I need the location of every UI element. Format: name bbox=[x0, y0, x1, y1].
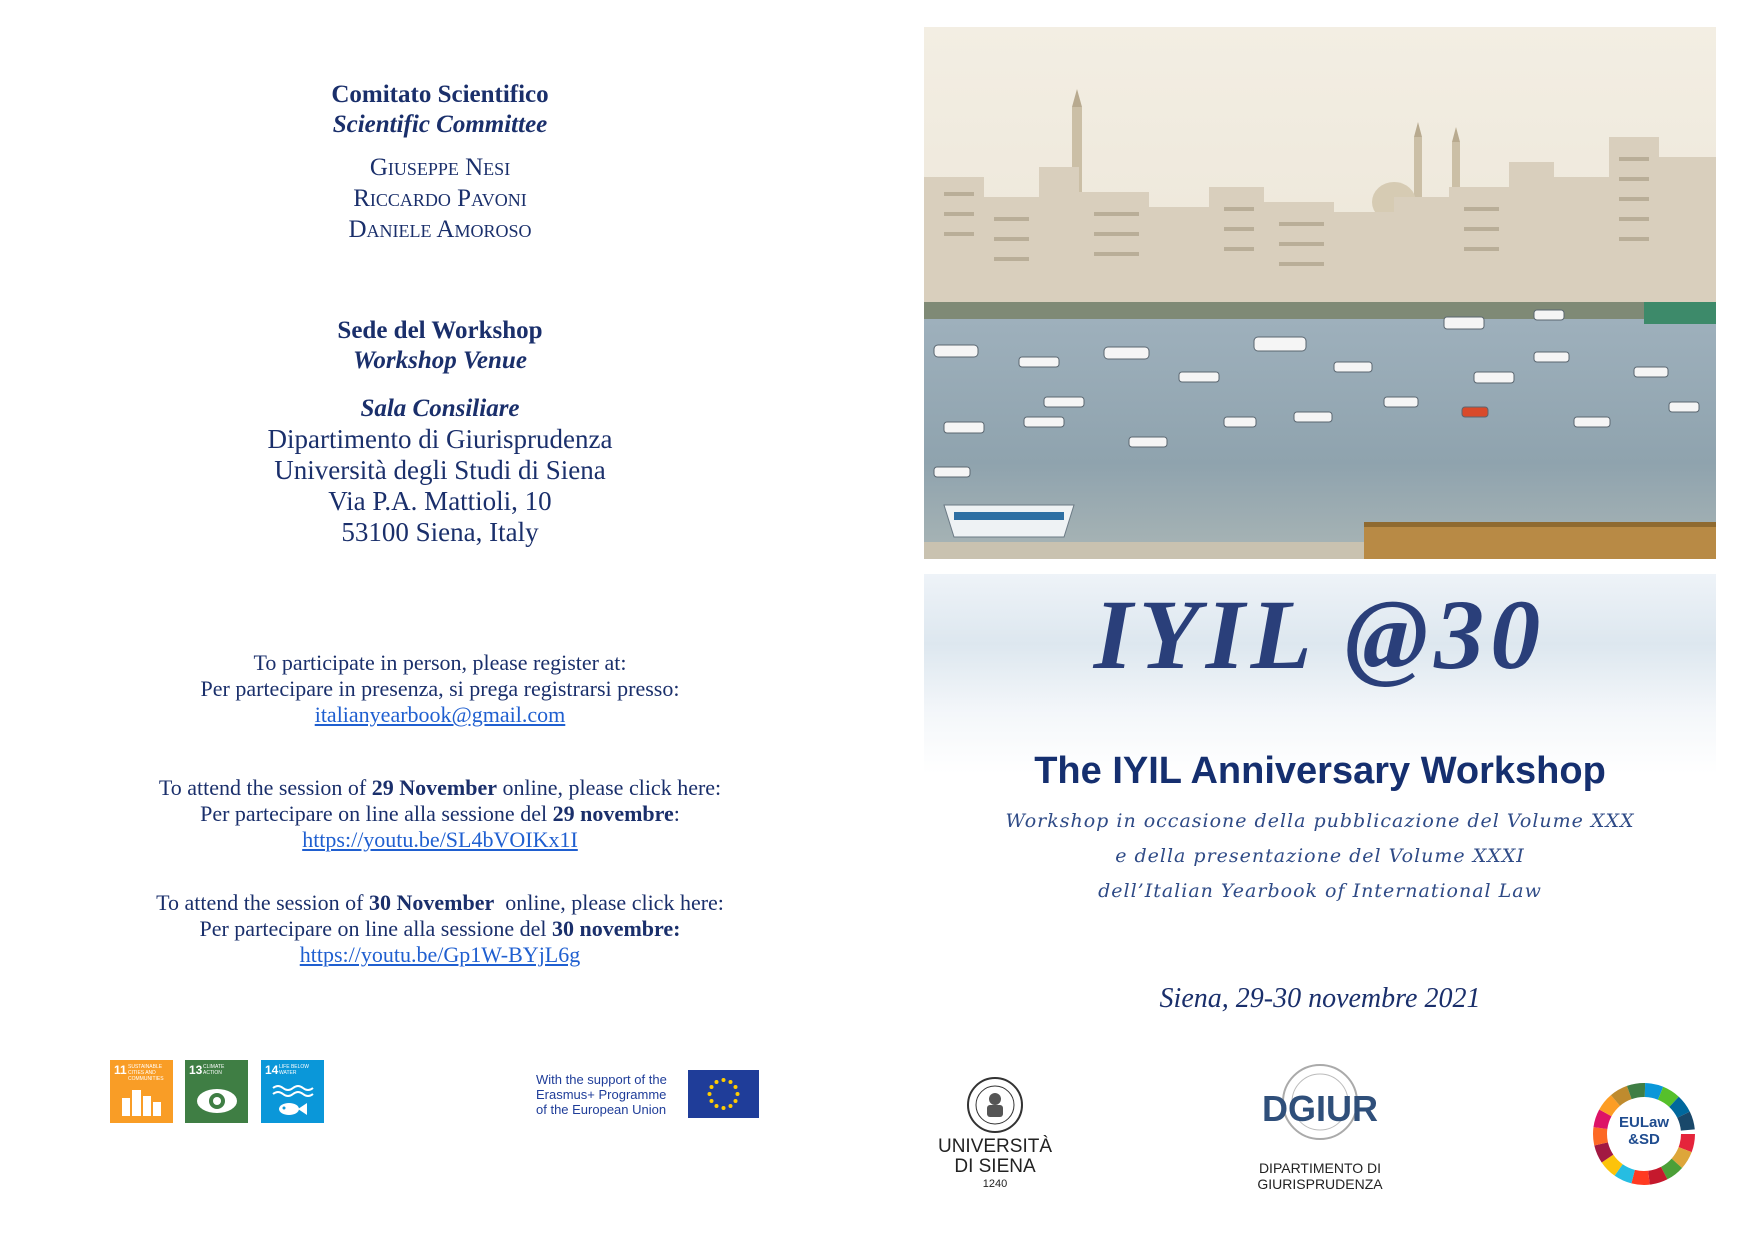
eu-flag-icon bbox=[688, 1070, 759, 1118]
workshop-title: The IYIL Anniversary Workshop bbox=[1034, 750, 1606, 792]
session1-line-it: Per partecipare on line alla sessione del 29 novembre: bbox=[200, 801, 680, 826]
erasmus-support: With the support of the Erasmus+ Programme of the European Union bbox=[536, 1070, 786, 1120]
unisi-year: 1240 bbox=[982, 1178, 1008, 1190]
register-section bbox=[0, 650, 880, 728]
fish-icon bbox=[269, 1082, 315, 1118]
session2-line-it: Per partecipare on line alla sessione del 30 novembre: bbox=[199, 916, 681, 941]
eye-globe-icon bbox=[195, 1086, 239, 1116]
eulaw-line2: &SD bbox=[1628, 1131, 1660, 1148]
venue-title-it: Sede del Workshop bbox=[337, 317, 543, 344]
city-icon bbox=[120, 1084, 164, 1118]
workshop-subtitle: Workshop in occasione della pubblicazione del Volume XXX e della presentazione del Volume XXXI dell’Italian Yearbook of International Law bbox=[1005, 810, 1635, 902]
venue-address-line: Università degli Studi di Siena bbox=[274, 455, 606, 485]
eulaw-logo bbox=[1590, 1080, 1700, 1190]
session2-section bbox=[0, 890, 880, 968]
committee-section bbox=[0, 80, 880, 245]
session1-youtube-link[interactable]: https://youtu.be/SL4bVOIKx1I bbox=[302, 827, 578, 852]
venue-room: Sala Consiliare bbox=[360, 395, 520, 422]
event-date: Siena, 29-30 novembre 2021 bbox=[1159, 983, 1481, 1014]
venue-title-en: Workshop Venue bbox=[353, 347, 527, 374]
venue-address-line: Via P.A. Mattioli, 10 bbox=[328, 486, 552, 516]
eulaw-line1: EULaw bbox=[1618, 1114, 1669, 1131]
session2-youtube-link[interactable]: https://youtu.be/Gp1W-BYjL6g bbox=[299, 942, 581, 967]
dgiur-line2: GIURISPRUDENZA bbox=[1257, 1176, 1383, 1192]
venue-address-line: 53100 Siena, Italy bbox=[341, 517, 539, 547]
unisi-logo bbox=[935, 1075, 1055, 1200]
sdg-14-tile: 14 LIFE BELOW WATER bbox=[261, 1060, 324, 1123]
session1-section bbox=[0, 775, 880, 853]
register-email-link[interactable]: italianyearbook@gmail.com bbox=[314, 702, 566, 727]
committee-title-it: Comitato Scientifico bbox=[331, 81, 549, 108]
sdg-11-tile: 11 SUSTAINABLE CITIES AND COMMUNITIES bbox=[110, 1060, 173, 1123]
session2-line-en: To attend the session of 30 November online, please click here: bbox=[156, 890, 724, 915]
harbor-photo bbox=[924, 27, 1716, 559]
committee-member: Daniele Amoroso bbox=[348, 216, 532, 243]
venue-address-line: Dipartimento di Giurisprudenza bbox=[267, 424, 613, 454]
unisi-line1: UNIVERSITÀ bbox=[937, 1136, 1053, 1157]
venue-section bbox=[0, 316, 880, 548]
iyil-title: IYIL @30 bbox=[1093, 579, 1547, 690]
sdg-13-tile: 13 CLIMATE ACTION bbox=[185, 1060, 248, 1123]
committee-title-en: Scientific Committee bbox=[332, 111, 548, 138]
dgiur-line1: DIPARTIMENTO DI bbox=[1258, 1160, 1382, 1176]
unisi-line2: DI SIENA bbox=[954, 1156, 1036, 1177]
university-seal-icon bbox=[965, 1075, 1025, 1135]
committee-member: Riccardo Pavoni bbox=[353, 185, 527, 212]
session1-line-en: To attend the session of 29 November online, please click here: bbox=[158, 775, 722, 800]
register-line-en: To participate in person, please register at: bbox=[253, 650, 627, 675]
dgiur-logo bbox=[1245, 1062, 1395, 1197]
dgiur-mark: DGIUR bbox=[1262, 1088, 1378, 1129]
committee-member: Giuseppe Nesi bbox=[369, 154, 511, 181]
register-line-it: Per partecipare in presenza, si prega registrarsi presso: bbox=[200, 676, 680, 701]
